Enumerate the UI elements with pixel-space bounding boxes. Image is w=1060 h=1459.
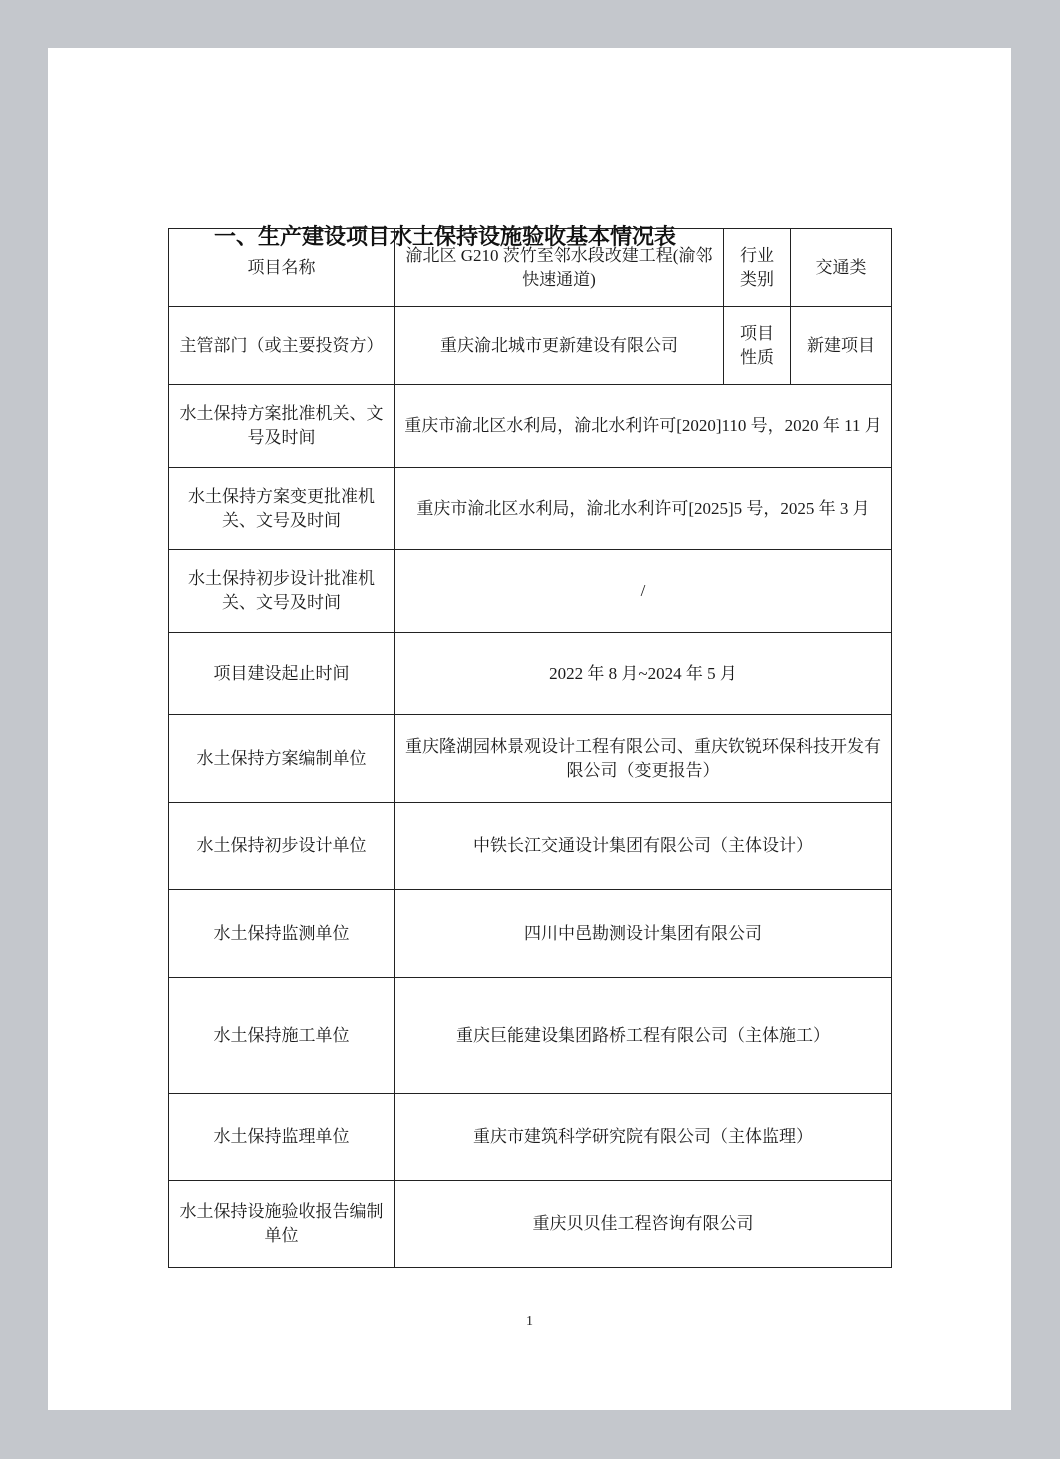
table-row xyxy=(169,468,892,550)
prelim-designer-value: 中铁长江交通设计集团有限公司（主体设计） xyxy=(395,803,892,890)
row-label: 水土保持初步设计单位 xyxy=(169,803,395,890)
table-row xyxy=(169,550,892,633)
table-row xyxy=(169,1094,892,1181)
row-label: 水土保持监理单位 xyxy=(169,1094,395,1181)
monitoring-value: 四川中邑勘测设计集团有限公司 xyxy=(395,890,892,978)
table-row xyxy=(169,715,892,803)
page-title: 一、生产建设项目水土保持设施验收基本情况表 xyxy=(214,225,677,250)
project-nature-value: 新建项目 xyxy=(791,307,892,385)
plan-compiler-value: 重庆隆湖园林景观设计工程有限公司、重庆钦锐环保科技开发有限公司（变更报告） xyxy=(395,715,892,803)
row-label: 水土保持方案编制单位 xyxy=(169,715,395,803)
row-label: 水土保持方案批准机关、文号及时间 xyxy=(169,385,395,468)
table-row xyxy=(169,385,892,468)
department-value: 重庆渝北城市更新建设有限公司 xyxy=(395,307,724,385)
plan-change-approval-value: 重庆市渝北区水利局，渝北水利许可[2025]5 号，2025 年 3 月 xyxy=(395,468,892,550)
table-row xyxy=(169,633,892,715)
plan-approval-value: 重庆市渝北区水利局，渝北水利许可[2020]110 号，2020 年 11 月 xyxy=(395,385,892,468)
document-page xyxy=(48,48,1011,1410)
row-label: 水土保持监测单位 xyxy=(169,890,395,978)
project-name-value: 渝北区 G210 茨竹至邻水段改建工程(渝邻快速通道) xyxy=(395,229,724,307)
industry-label: 行业类别 xyxy=(724,229,791,307)
row-label: 水土保持设施验收报告编制单位 xyxy=(169,1181,395,1268)
table-row xyxy=(169,307,892,385)
construction-value: 重庆巨能建设集团路桥工程有限公司（主体施工） xyxy=(395,978,892,1094)
table-row xyxy=(169,890,892,978)
page-number: 1 xyxy=(526,1314,533,1329)
project-nature-label: 项目性质 xyxy=(724,307,791,385)
row-label: 项目建设起止时间 xyxy=(169,633,395,715)
row-label: 主管部门（或主要投资方） xyxy=(169,307,395,385)
row-label: 项目名称 xyxy=(169,229,395,307)
report-compiler-value: 重庆贝贝佳工程咨询有限公司 xyxy=(395,1181,892,1268)
row-label: 水土保持初步设计批准机关、文号及时间 xyxy=(169,550,395,633)
row-label: 水土保持施工单位 xyxy=(169,978,395,1094)
prelim-design-approval-value: / xyxy=(395,550,892,633)
industry-value: 交通类 xyxy=(791,229,892,307)
table-row xyxy=(169,978,892,1094)
table-row xyxy=(169,229,892,307)
construction-period-value: 2022 年 8 月~2024 年 5 月 xyxy=(395,633,892,715)
table-row xyxy=(169,803,892,890)
acceptance-info-table xyxy=(168,228,892,1268)
supervision-value: 重庆市建筑科学研究院有限公司（主体监理） xyxy=(395,1094,892,1181)
table-row xyxy=(169,1181,892,1268)
row-label: 水土保持方案变更批准机关、文号及时间 xyxy=(169,468,395,550)
